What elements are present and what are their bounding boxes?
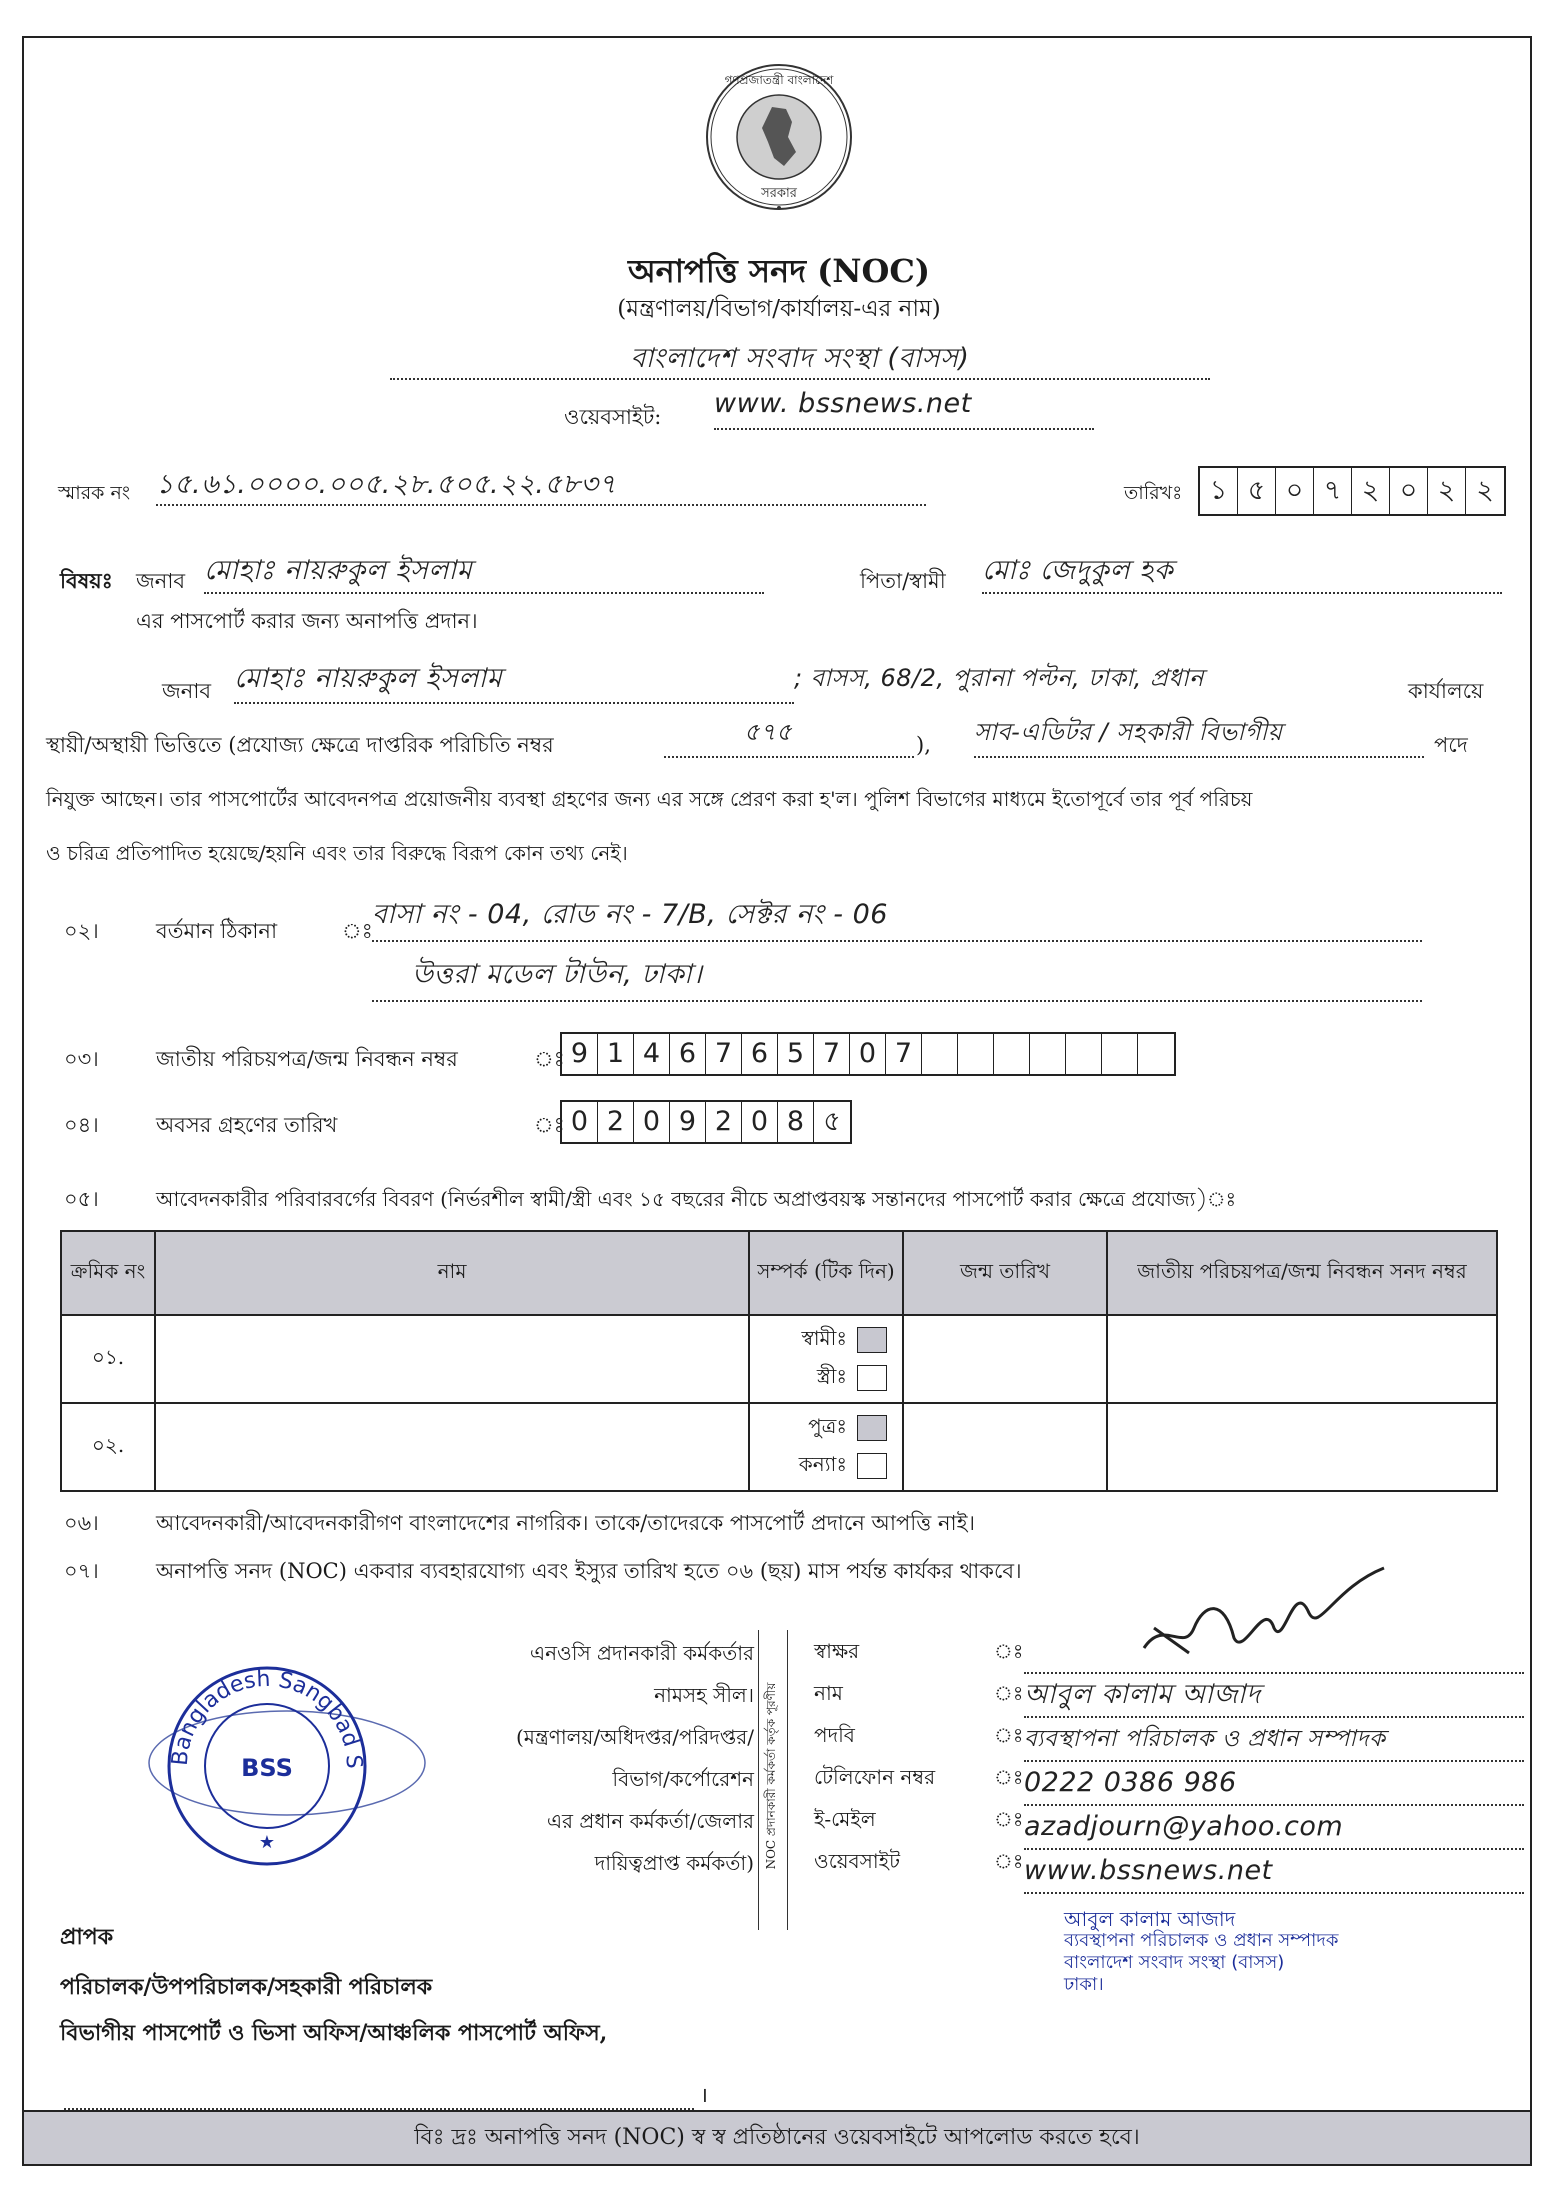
bss-stamp [142, 1658, 432, 1868]
government-emblem [704, 62, 854, 212]
paren-close: ), [916, 733, 931, 757]
subject-label: বিষয়ঃ [60, 568, 113, 593]
daughter-checkbox[interactable] [857, 1453, 887, 1479]
row-name-cell[interactable] [155, 1315, 749, 1403]
signatory-field-values [1024, 1630, 1524, 1894]
signatory-line: এনওসি প্রদানকারী কর্মকর্তার [529, 1641, 754, 1665]
label-signature: স্বাক্ষর [814, 1639, 860, 1663]
bottom-note-text: বিঃ দ্রঃ অনাপত্তি সনদ (NOC) স্ব স্ব প্রতিষ্ঠানের ওয়েবসাইটে আপলোড করতে হবে। [414, 2125, 1140, 2150]
relation-label: স্বামীঃ [801, 1325, 847, 1350]
colon: ঃ [994, 1681, 1024, 1705]
date-digit-box[interactable]: ৫ [1238, 468, 1276, 514]
memo-label: স্মারক নং [58, 482, 131, 504]
page-title: অনাপত্তি সনদ (NOC) [627, 252, 931, 290]
signatory-field-labels [814, 1630, 935, 1882]
page-subtitle: (মন্ত্রণালয়/বিভাগ/কার্যালয়-এর নাম) [617, 296, 941, 322]
seal-org: বাংলাদেশ সংবাদ সংস্থা (বাসস) [1064, 1952, 1285, 1973]
seal-name: আবুল কালাম আজাদ [1064, 1907, 1236, 1931]
address-line2-field[interactable] [372, 954, 1422, 1002]
seal-designation: ব্যবস্থাপনা পরিচালক ও প্রধান সম্পাদক [1064, 1930, 1339, 1951]
nid-digit-box[interactable] [1102, 1034, 1138, 1074]
relation-option [751, 1359, 901, 1397]
org-name-field[interactable]: বাংলাদেশ সংবাদ সংস্থা (বাসস) [390, 338, 1210, 380]
date-digit-box[interactable]: ২ [1428, 468, 1466, 514]
signatory-line: (মন্ত্রণালয়/অধিদপ্তর/পরিদপ্তর/ [515, 1725, 754, 1749]
signatory-line: এর প্রধান কর্মকর্তা/জেলার [546, 1809, 754, 1833]
date-digit-box[interactable]: ০ [1390, 468, 1428, 514]
row-nid-cell[interactable] [1107, 1315, 1497, 1403]
retire-date-digit-box[interactable]: ৫ [823, 1106, 841, 1137]
col-birthdate: জন্ম তারিখ [903, 1231, 1107, 1315]
label-designation: পদবি [814, 1723, 855, 1747]
official-phone-field[interactable]: 0222 0386 986 [1024, 1762, 1524, 1806]
recipient-address-field[interactable] [64, 2088, 694, 2110]
table-row [61, 1403, 1497, 1491]
retire-date-digit-box[interactable]: 0 [634, 1102, 670, 1142]
recipient-label: প্রাপক [60, 1924, 114, 1950]
stamp-center-text: BSS [241, 1754, 293, 1782]
row-serial: ০১. [61, 1315, 155, 1403]
post-suffix: পদে [1434, 733, 1468, 757]
label-email: ই-মেইল [814, 1807, 876, 1831]
item3-number: ০৩। [64, 1047, 99, 1071]
nid-digit-box[interactable] [1030, 1034, 1066, 1074]
retire-date-digit-box[interactable]: 2 [598, 1102, 634, 1142]
father-spouse-field[interactable]: মোঃ জেদুকুল হক [982, 550, 1502, 594]
label-name: নাম [814, 1681, 843, 1705]
seal-city: ঢাকা। [1064, 1974, 1104, 1995]
colon: ঃ [994, 1723, 1024, 1747]
wife-checkbox[interactable] [857, 1365, 887, 1391]
colon: ঃ [994, 1807, 1024, 1831]
official-designation-field[interactable]: ব্যবস্থাপনা পরিচালক ও প্রধান সম্পাদক [1024, 1718, 1524, 1762]
signatory-line: দায়িত্বপ্রাপ্ত কর্মকর্তা) [594, 1851, 754, 1875]
col-nid: জাতীয় পরিচয়পত্র/জন্ম নিবন্ধন সনদ নম্বর [1107, 1231, 1497, 1315]
relation-label: স্ত্রীঃ [816, 1363, 847, 1388]
subject-line2: এর পাসপোর্ট করার জন্য অনাপত্তি প্রদান। [136, 609, 478, 633]
body-janab-label: জনাব [162, 679, 212, 703]
item2-label: বর্তমান ঠিকানা [156, 919, 278, 943]
relation-cell [749, 1315, 903, 1403]
nid-digit-box[interactable] [1066, 1034, 1102, 1074]
nid-digit-box[interactable]: 7 [706, 1034, 742, 1074]
signatory-line: বিভাগ/কর্পোরেশন [612, 1767, 754, 1791]
item5-label: আবেদনকারীর পরিবারবর্গের বিবরণ (নির্ভরশীল স্বামী/স্ত্রী এবং ১৫ বছরের নীচে অপ্রাপ্তবয়স্ক সন্তানদের পাসপোর্ট করার ক্ষেত্রে প্রযোজ্য)ঃ [156, 1187, 1237, 1211]
nid-digit-box[interactable]: 7 [886, 1034, 922, 1074]
nid-number-boxes[interactable] [560, 1032, 1176, 1076]
nid-digit-box[interactable] [958, 1034, 994, 1074]
label-phone: টেলিফোন নম্বর [814, 1765, 936, 1789]
signatory-line: নামসহ সীল। [654, 1683, 754, 1707]
para-line1: নিযুক্ত আছেন। তার পাসপোর্টের আবেদনপত্র প্রয়োজনীয় ব্যবস্থা গ্রহণের জন্য এর সঙ্গে প্রেরণ করা হ'ল। পুলিশ বিভাগের মাধ্যমে ইতোপূর্বে তার পূর্ব পরিচয় [46, 787, 1253, 811]
bottom-note [24, 2110, 1530, 2164]
date-digit-box[interactable]: ২ [1476, 475, 1494, 506]
website-label: ওয়েবসাইট: [564, 405, 662, 429]
official-id-value: ৫৭৫ [744, 718, 793, 746]
item6-text: আবেদনকারী/আবেদনকারীগণ বাংলাদেশের নাগরিক। তাকে/তাদেরকে পাসপোর্ট প্রদানে আপত্তি নাই। [156, 1511, 976, 1535]
vertical-note: NOC প্রদানকারী কর্মকর্তা কর্তৃক পূরণীয় [764, 1682, 778, 1870]
signatory-left-block [444, 1632, 754, 1884]
relation-option [751, 1321, 901, 1359]
row-serial: ০২. [61, 1403, 155, 1491]
retirement-date-boxes[interactable] [560, 1100, 852, 1144]
col-name: নাম [155, 1231, 749, 1315]
nid-digit-box[interactable] [1138, 1034, 1174, 1074]
relation-option [751, 1447, 901, 1485]
date-digit-box[interactable]: ১ [1200, 468, 1238, 514]
emblem-top-text: গণপ্রজাতন্ত্রী বাংলাদেশ [724, 73, 834, 87]
nid-digit-box[interactable]: 6 [742, 1034, 778, 1074]
signatory-colons [994, 1630, 1023, 1882]
body-name-field[interactable]: মোহাঃ নায়রুকুল ইসলাম [234, 658, 794, 704]
office-address-field[interactable]: ; বাসস, 68/2, পুরানা পল্টন, ঢাকা, প্রধান [794, 664, 1204, 692]
item5-number: ০৫। [64, 1187, 99, 1211]
noc-form [22, 36, 1532, 2166]
row-name-cell[interactable] [155, 1403, 749, 1491]
bss-stamp-icon [142, 1658, 432, 1868]
recipient-line1: পরিচালক/উপপরিচালক/সহকারী পরিচালক [60, 1974, 433, 2000]
date-digit-box[interactable]: ৭ [1314, 468, 1352, 514]
retire-date-digit-box[interactable]: 2 [706, 1102, 742, 1142]
office-suffix: কার্যালয়ে [1408, 679, 1484, 703]
retire-date-digit-box[interactable]: 0 [562, 1102, 598, 1142]
applicant-name-field[interactable]: মোহাঃ নায়রুকুল ইসলাম [204, 550, 764, 594]
husband-checkbox[interactable] [857, 1327, 887, 1353]
row-birthdate-cell[interactable] [903, 1315, 1107, 1403]
nid-digit-box[interactable]: 4 [634, 1034, 670, 1074]
item3-colon: ঃ [534, 1047, 565, 1071]
official-name-field[interactable]: আবুল কালাম আজাদ [1024, 1674, 1524, 1718]
item2-number: ০২। [64, 919, 99, 943]
vertical-note-column [758, 1630, 788, 1930]
colon: ঃ [994, 1765, 1024, 1789]
stamp-star-icon: ★ [258, 1832, 276, 1853]
recipient-line2: বিভাগীয় পাসপোর্ট ও ভিসা অফিস/আঞ্চলিক পাসপোর্ট অফিস, [60, 2020, 608, 2046]
retire-date-digit-box[interactable]: 8 [778, 1102, 814, 1142]
retire-date-digit-box[interactable]: 9 [670, 1102, 706, 1142]
janab-label: জনাব [136, 569, 186, 593]
official-website-field[interactable]: www.bssnews.net [1024, 1850, 1524, 1894]
date-digit-box[interactable]: ২ [1352, 468, 1390, 514]
date-digit-box[interactable]: ০ [1276, 468, 1314, 514]
para-line2: ও চরিত্র প্রতিপাদিত হয়েছে/হয়নি এবং তার বিরুদ্ধে বিরূপ কোন তথ্য নেই। [46, 841, 628, 865]
item2-colon: ঃ [342, 919, 373, 943]
designation-field[interactable]: সাব-এডিটর / সহকারী বিভাগীয় [974, 714, 1424, 758]
colon: ঃ [994, 1639, 1024, 1663]
son-checkbox[interactable] [857, 1415, 887, 1441]
address-line1-field[interactable]: বাসা নং - 04, রোড নং - 7/B, সেক্টর নং - 06 [372, 894, 1422, 942]
memo-number-field[interactable]: ১৫.৬১.০০০০.০০৫.২৮.৫০৫.২২.৫৮৩৭ [156, 464, 926, 506]
col-serial: ক্রমিক নং [61, 1231, 155, 1315]
row-birthdate-cell[interactable] [903, 1403, 1107, 1491]
nid-digit-box[interactable]: 1 [598, 1034, 634, 1074]
stamp-outer-text: Bangladesh Sangbad S [167, 1666, 367, 1770]
perm-temp-label: স্থায়ী/অস্থায়ী ভিত্তিতে (প্রযোজ্য ক্ষেত্রে দাপ্তরিক পরিচিতি নম্বর [46, 733, 554, 757]
table-row [61, 1315, 1497, 1403]
item4-number: ০৪। [64, 1113, 99, 1137]
nid-digit-box[interactable]: 5 [778, 1034, 814, 1074]
relation-option [751, 1409, 901, 1447]
official-email-field[interactable]: azadjourn@yahoo.com [1024, 1806, 1524, 1850]
relation-label: পুত্রঃ [808, 1413, 847, 1438]
website-field[interactable]: www. bssnews.net [714, 388, 1094, 430]
retire-date-digit-box[interactable]: 0 [742, 1102, 778, 1142]
item6-number: ০৬। [64, 1511, 99, 1535]
relation-cell [749, 1403, 903, 1491]
official-id-field[interactable] [664, 714, 914, 758]
date-label: তারিখঃ [1124, 482, 1183, 504]
recipient-end: । [700, 2083, 708, 2107]
item7-text: অনাপত্তি সনদ (NOC) একবার ব্যবহারযোগ্য এবং ইস্যুর তারিখ হতে ০৬ (ছয়) মাস পর্যন্ত কার্যকর থাকবে। [156, 1559, 1022, 1583]
nid-digit-box[interactable]: 0 [850, 1034, 886, 1074]
memo-date-boxes[interactable] [1198, 466, 1506, 516]
col-relation: সম্পর্ক (টিক দিন) [749, 1231, 903, 1315]
label-website: ওয়েবসাইট [814, 1849, 900, 1873]
father-spouse-label: পিতা/স্বামী [860, 569, 946, 593]
colon: ঃ [994, 1849, 1024, 1873]
address-line2-value: উত্তরা মডেল টাউন, ঢাকা। [412, 959, 703, 990]
item7-number: ০৭। [64, 1559, 99, 1583]
item4-colon: ঃ [534, 1113, 565, 1137]
relation-label: কন্যাঃ [798, 1451, 847, 1476]
nid-digit-box[interactable]: 6 [670, 1034, 706, 1074]
nid-digit-box[interactable]: 7 [814, 1034, 850, 1074]
item3-label: জাতীয় পরিচয়পত্র/জন্ম নিবন্ধন নম্বর [156, 1047, 458, 1071]
row-nid-cell[interactable] [1107, 1403, 1497, 1491]
nid-digit-box[interactable] [994, 1034, 1030, 1074]
official-seal-text [1064, 1908, 1338, 1996]
emblem-bottom-text: সরকার [761, 186, 797, 201]
nid-digit-box[interactable]: 9 [562, 1034, 598, 1074]
family-table [60, 1230, 1498, 1492]
item4-label: অবসর গ্রহণের তারিখ [156, 1113, 338, 1137]
signature-field[interactable] [1024, 1630, 1524, 1674]
nid-digit-box[interactable] [922, 1034, 958, 1074]
